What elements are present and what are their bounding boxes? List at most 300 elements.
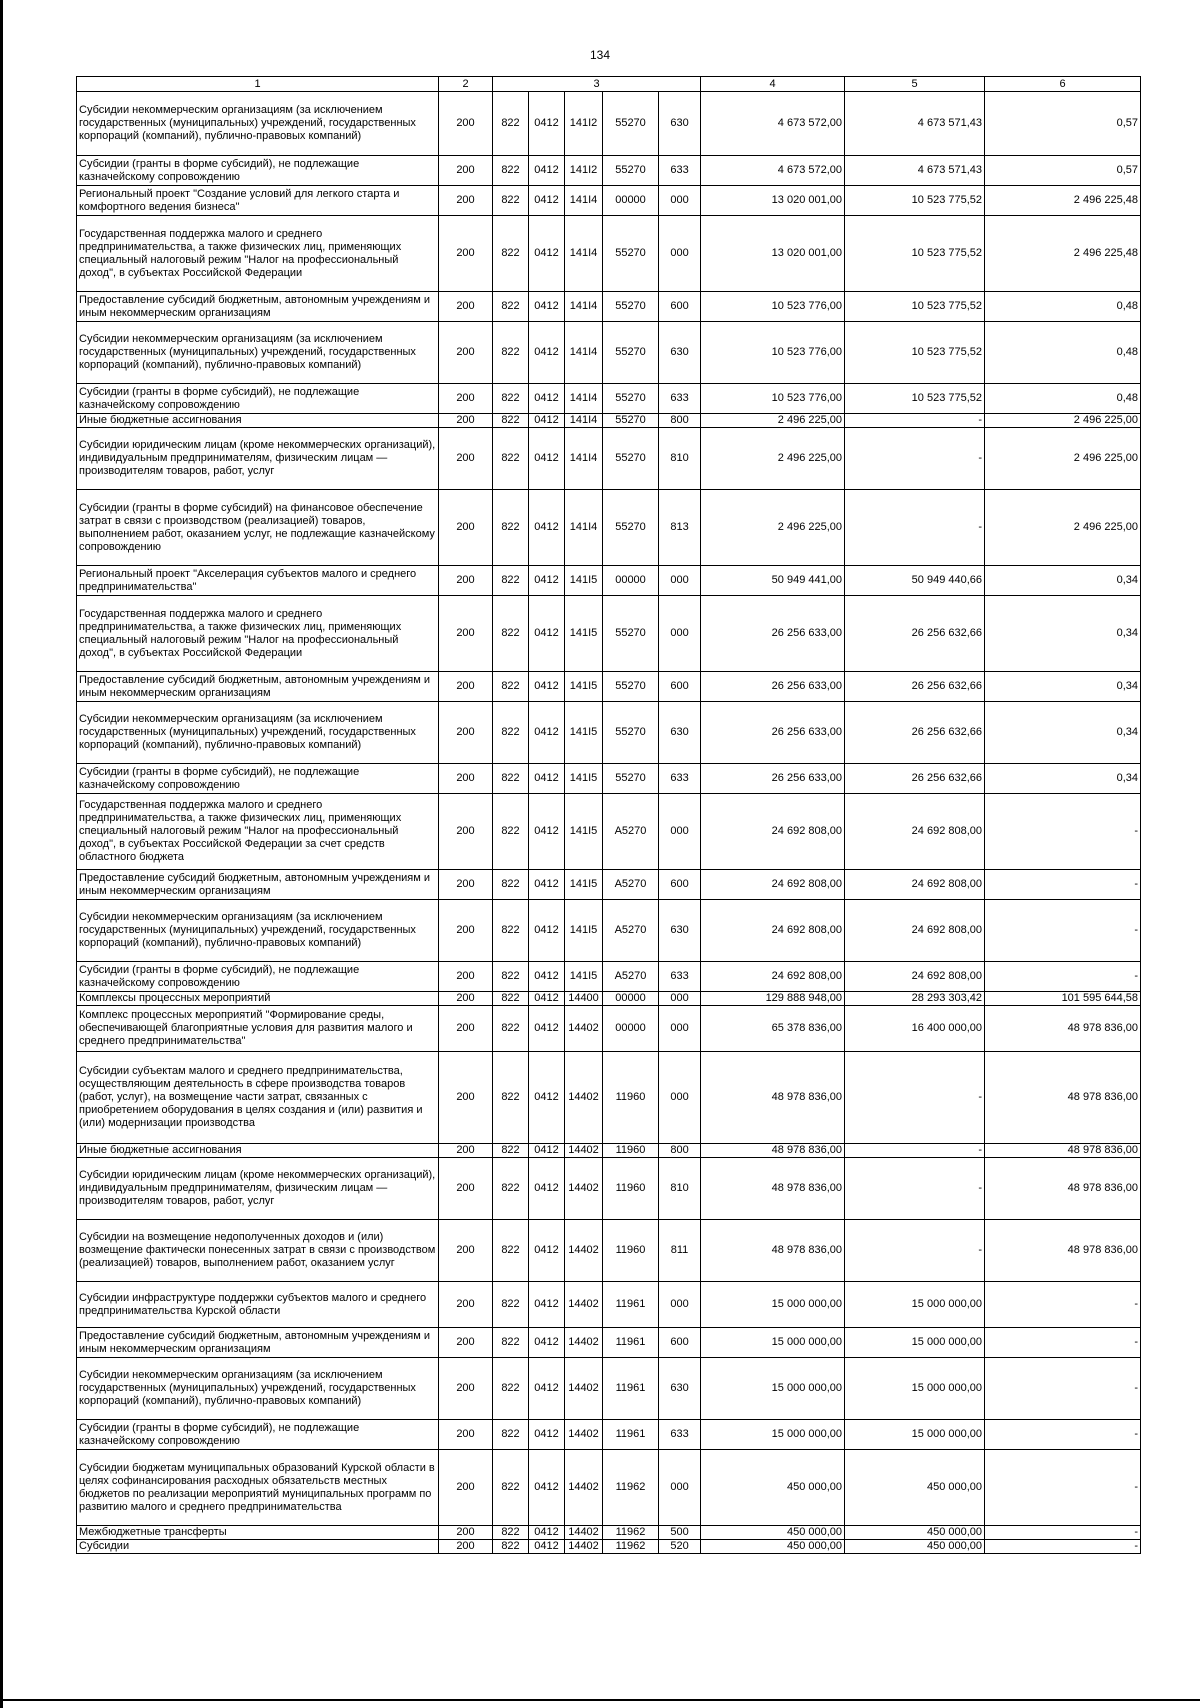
table-row	[77, 292, 1141, 322]
remaining-amount: 48 978 836,00	[985, 1144, 1141, 1158]
remaining-amount: -	[985, 1328, 1141, 1358]
section-code: 200	[439, 1052, 493, 1144]
expense-type-code: 000	[659, 1006, 701, 1052]
table-row	[77, 1052, 1141, 1144]
expense-type-code: 630	[659, 1358, 701, 1420]
remaining-amount: 2 496 225,00	[985, 490, 1141, 566]
agency-code: 822	[493, 1220, 529, 1282]
program-code: 141I4	[565, 384, 603, 414]
assigned-amount: 13 020 001,00	[701, 186, 845, 216]
agency-code: 822	[493, 92, 529, 156]
agency-code: 822	[493, 156, 529, 186]
executed-amount: -	[845, 1144, 985, 1158]
assigned-amount: 24 692 808,00	[701, 900, 845, 962]
subsection-code: 0412	[529, 156, 565, 186]
subsection-code: 0412	[529, 428, 565, 490]
section-code: 200	[439, 428, 493, 490]
program-code: 141I5	[565, 672, 603, 702]
section-code: 200	[439, 672, 493, 702]
section-code: 200	[439, 870, 493, 900]
program-code: 141I4	[565, 428, 603, 490]
expense-type-code: 000	[659, 1282, 701, 1328]
item-code: 11961	[603, 1282, 659, 1328]
executed-amount: -	[845, 428, 985, 490]
subsection-code: 0412	[529, 870, 565, 900]
item-code: 55270	[603, 490, 659, 566]
expense-type-code: 630	[659, 322, 701, 384]
section-code: 200	[439, 490, 493, 566]
subsection-code: 0412	[529, 292, 565, 322]
subsection-code: 0412	[529, 1282, 565, 1328]
executed-amount: 4 673 571,43	[845, 156, 985, 186]
row-name: Субсидии (гранты в форме субсидий) на финансовое обеспечение затрат в связи с производством (реализацией) товаров, выполнением работ, оказанием услуг, не подлежащие казначейскому сопровождению	[77, 490, 439, 566]
assigned-amount: 24 692 808,00	[701, 870, 845, 900]
agency-code: 822	[493, 1052, 529, 1144]
row-name: Иные бюджетные ассигнования	[77, 414, 439, 428]
section-code: 200	[439, 414, 493, 428]
expense-type-code: 000	[659, 216, 701, 292]
section-code: 200	[439, 794, 493, 870]
row-name: Межбюджетные трансферты	[77, 1526, 439, 1540]
program-code: 141I5	[565, 566, 603, 596]
agency-code: 822	[493, 870, 529, 900]
item-code: 11961	[603, 1420, 659, 1450]
executed-amount: 450 000,00	[845, 1450, 985, 1526]
agency-code: 822	[493, 1450, 529, 1526]
executed-amount: 15 000 000,00	[845, 1328, 985, 1358]
program-code: 14402	[565, 1144, 603, 1158]
subsection-code: 0412	[529, 1052, 565, 1144]
assigned-amount: 15 000 000,00	[701, 1358, 845, 1420]
subsection-code: 0412	[529, 1158, 565, 1220]
executed-amount: 10 523 775,52	[845, 216, 985, 292]
expense-type-code: 633	[659, 384, 701, 414]
remaining-amount: 0,34	[985, 702, 1141, 764]
header-col-3: 3	[493, 77, 701, 92]
item-code: 11960	[603, 1052, 659, 1144]
assigned-amount: 26 256 633,00	[701, 702, 845, 764]
subsection-code: 0412	[529, 186, 565, 216]
subsection-code: 0412	[529, 1450, 565, 1526]
item-code: 00000	[603, 992, 659, 1006]
program-code: 141I4	[565, 322, 603, 384]
program-code: 141I4	[565, 490, 603, 566]
subsection-code: 0412	[529, 794, 565, 870]
table-row	[77, 900, 1141, 962]
expense-type-code: 800	[659, 414, 701, 428]
remaining-amount: 0,48	[985, 384, 1141, 414]
row-name: Субсидии юридическим лицам (кроме некоммерческих организаций), индивидуальным предпринимателям, физическим лицам — производителям товаров, работ, услуг	[77, 1158, 439, 1220]
table-row	[77, 1006, 1141, 1052]
subsection-code: 0412	[529, 672, 565, 702]
row-name: Предоставление субсидий бюджетным, автономным учреждениям и иным некоммерческим организациям	[77, 292, 439, 322]
remaining-amount: 0,34	[985, 566, 1141, 596]
assigned-amount: 10 523 776,00	[701, 384, 845, 414]
executed-amount: 24 692 808,00	[845, 900, 985, 962]
program-code: 141I5	[565, 870, 603, 900]
program-code: 141I5	[565, 596, 603, 672]
assigned-amount: 450 000,00	[701, 1526, 845, 1540]
executed-amount: 50 949 440,66	[845, 566, 985, 596]
subsection-code: 0412	[529, 1420, 565, 1450]
section-code: 200	[439, 1144, 493, 1158]
assigned-amount: 10 523 776,00	[701, 322, 845, 384]
agency-code: 822	[493, 1006, 529, 1052]
item-code: 11962	[603, 1540, 659, 1554]
expense-type-code: 600	[659, 292, 701, 322]
assigned-amount: 450 000,00	[701, 1540, 845, 1554]
item-code: 55270	[603, 596, 659, 672]
expense-type-code: 633	[659, 962, 701, 992]
header-col-6: 6	[985, 77, 1141, 92]
row-name: Субсидии некоммерческим организациям (за исключением государственных (муниципальных) учреждений, государственных корпораций (компаний), публично-правовых компаний)	[77, 702, 439, 764]
section-code: 200	[439, 92, 493, 156]
assigned-amount: 450 000,00	[701, 1450, 845, 1526]
table-row	[77, 672, 1141, 702]
expense-type-code: 630	[659, 900, 701, 962]
item-code: A5270	[603, 900, 659, 962]
program-code: 141I4	[565, 216, 603, 292]
expense-type-code: 000	[659, 186, 701, 216]
agency-code: 822	[493, 566, 529, 596]
assigned-amount: 48 978 836,00	[701, 1220, 845, 1282]
remaining-amount: 0,34	[985, 596, 1141, 672]
section-code: 200	[439, 1282, 493, 1328]
row-name: Субсидии бюджетам муниципальных образований Курской области в целях софинансирования расходных обязательств местных бюджетов по реализации мероприятий муниципальных программ по развитию малого и среднего предпринимательства	[77, 1450, 439, 1526]
section-code: 200	[439, 1358, 493, 1420]
section-code: 200	[439, 1158, 493, 1220]
row-name: Государственная поддержка малого и среднего предпринимательства, а также физических лиц, применяющих специальный налоговый режим "Налог на профессиональный доход", в субъектах Российской Федерации за счет средств областного бюджета	[77, 794, 439, 870]
item-code: 55270	[603, 92, 659, 156]
subsection-code: 0412	[529, 566, 565, 596]
table-row	[77, 92, 1141, 156]
subsection-code: 0412	[529, 322, 565, 384]
item-code: 55270	[603, 216, 659, 292]
agency-code: 822	[493, 1144, 529, 1158]
agency-code: 822	[493, 962, 529, 992]
executed-amount: 10 523 775,52	[845, 384, 985, 414]
row-name: Предоставление субсидий бюджетным, автономным учреждениям и иным некоммерческим организациям	[77, 870, 439, 900]
row-name: Субсидии (гранты в форме субсидий), не подлежащие казначейскому сопровождению	[77, 1420, 439, 1450]
agency-code: 822	[493, 1526, 529, 1540]
table-row	[77, 1282, 1141, 1328]
remaining-amount: 48 978 836,00	[985, 1052, 1141, 1144]
remaining-amount: -	[985, 962, 1141, 992]
assigned-amount: 2 496 225,00	[701, 428, 845, 490]
executed-amount: 28 293 303,42	[845, 992, 985, 1006]
subsection-code: 0412	[529, 1006, 565, 1052]
remaining-amount: -	[985, 1450, 1141, 1526]
executed-amount: 450 000,00	[845, 1526, 985, 1540]
remaining-amount: -	[985, 1358, 1141, 1420]
assigned-amount: 15 000 000,00	[701, 1420, 845, 1450]
expense-type-code: 600	[659, 1328, 701, 1358]
table-row	[77, 794, 1141, 870]
agency-code: 822	[493, 186, 529, 216]
remaining-amount: 48 978 836,00	[985, 1006, 1141, 1052]
remaining-amount: -	[985, 870, 1141, 900]
item-code: 55270	[603, 764, 659, 794]
item-code: 11960	[603, 1144, 659, 1158]
table-row	[77, 216, 1141, 292]
table-row	[77, 1358, 1141, 1420]
expense-type-code: 000	[659, 992, 701, 1006]
row-name: Субсидии некоммерческим организациям (за исключением государственных (муниципальных) учреждений, государственных корпораций (компаний), публично-правовых компаний)	[77, 92, 439, 156]
program-code: 141I5	[565, 794, 603, 870]
program-code: 14400	[565, 992, 603, 1006]
agency-code: 822	[493, 764, 529, 794]
expense-type-code: 633	[659, 1420, 701, 1450]
assigned-amount: 13 020 001,00	[701, 216, 845, 292]
item-code: 55270	[603, 702, 659, 764]
remaining-amount: 0,34	[985, 764, 1141, 794]
item-code: 11961	[603, 1328, 659, 1358]
table-row	[77, 1328, 1141, 1358]
remaining-amount: -	[985, 1420, 1141, 1450]
subsection-code: 0412	[529, 702, 565, 764]
section-code: 200	[439, 322, 493, 384]
program-code: 14402	[565, 1006, 603, 1052]
subsection-code: 0412	[529, 900, 565, 962]
section-code: 200	[439, 566, 493, 596]
scan-edge-bottom	[0, 1699, 1200, 1701]
section-code: 200	[439, 900, 493, 962]
section-code: 200	[439, 992, 493, 1006]
agency-code: 822	[493, 292, 529, 322]
program-code: 14402	[565, 1358, 603, 1420]
program-code: 14402	[565, 1420, 603, 1450]
expense-type-code: 810	[659, 1158, 701, 1220]
assigned-amount: 4 673 572,00	[701, 156, 845, 186]
assigned-amount: 24 692 808,00	[701, 962, 845, 992]
executed-amount: 15 000 000,00	[845, 1358, 985, 1420]
agency-code: 822	[493, 1328, 529, 1358]
header-col-4: 4	[701, 77, 845, 92]
remaining-amount: 2 496 225,00	[985, 414, 1141, 428]
expense-type-code: 000	[659, 566, 701, 596]
subsection-code: 0412	[529, 1328, 565, 1358]
executed-amount: 26 256 632,66	[845, 672, 985, 702]
assigned-amount: 2 496 225,00	[701, 414, 845, 428]
item-code: 55270	[603, 322, 659, 384]
agency-code: 822	[493, 900, 529, 962]
remaining-amount: 0,48	[985, 322, 1141, 384]
subsection-code: 0412	[529, 1220, 565, 1282]
agency-code: 822	[493, 216, 529, 292]
agency-code: 822	[493, 1540, 529, 1554]
item-code: 55270	[603, 384, 659, 414]
agency-code: 822	[493, 1282, 529, 1328]
expense-type-code: 810	[659, 428, 701, 490]
program-code: 14402	[565, 1540, 603, 1554]
item-code: 00000	[603, 1006, 659, 1052]
table-row	[77, 870, 1141, 900]
subsection-code: 0412	[529, 962, 565, 992]
expense-type-code: 500	[659, 1526, 701, 1540]
executed-amount: 450 000,00	[845, 1540, 985, 1554]
subsection-code: 0412	[529, 490, 565, 566]
page-number: 134	[589, 48, 611, 62]
executed-amount: 10 523 775,52	[845, 292, 985, 322]
program-code: 14402	[565, 1450, 603, 1526]
subsection-code: 0412	[529, 414, 565, 428]
assigned-amount: 48 978 836,00	[701, 1158, 845, 1220]
table-row	[77, 566, 1141, 596]
executed-amount: -	[845, 490, 985, 566]
expense-type-code: 630	[659, 702, 701, 764]
section-code: 200	[439, 292, 493, 322]
subsection-code: 0412	[529, 1144, 565, 1158]
expense-type-code: 633	[659, 764, 701, 794]
table-row	[77, 186, 1141, 216]
subsection-code: 0412	[529, 992, 565, 1006]
section-code: 200	[439, 702, 493, 764]
executed-amount: 15 000 000,00	[845, 1282, 985, 1328]
agency-code: 822	[493, 992, 529, 1006]
header-row	[77, 77, 1141, 92]
agency-code: 822	[493, 322, 529, 384]
expense-type-code: 633	[659, 156, 701, 186]
row-name: Субсидии (гранты в форме субсидий), не подлежащие казначейскому сопровождению	[77, 764, 439, 794]
section-code: 200	[439, 384, 493, 414]
assigned-amount: 2 496 225,00	[701, 490, 845, 566]
program-code: 14402	[565, 1526, 603, 1540]
assigned-amount: 26 256 633,00	[701, 672, 845, 702]
executed-amount: 26 256 632,66	[845, 596, 985, 672]
remaining-amount: 0,34	[985, 672, 1141, 702]
subsection-code: 0412	[529, 384, 565, 414]
item-code: A5270	[603, 962, 659, 992]
subsection-code: 0412	[529, 216, 565, 292]
assigned-amount: 65 378 836,00	[701, 1006, 845, 1052]
section-code: 200	[439, 156, 493, 186]
remaining-amount: 2 496 225,00	[985, 428, 1141, 490]
program-code: 141I5	[565, 764, 603, 794]
executed-amount: -	[845, 414, 985, 428]
table-row	[77, 962, 1141, 992]
row-name: Субсидии инфраструктуре поддержки субъектов малого и среднего предпринимательства Курской области	[77, 1282, 439, 1328]
assigned-amount: 10 523 776,00	[701, 292, 845, 322]
subsection-code: 0412	[529, 1526, 565, 1540]
executed-amount: 10 523 775,52	[845, 186, 985, 216]
program-code: 141I5	[565, 702, 603, 764]
table-row	[77, 1450, 1141, 1526]
assigned-amount: 129 888 948,00	[701, 992, 845, 1006]
table-row	[77, 992, 1141, 1006]
row-name: Субсидии (гранты в форме субсидий), не подлежащие казначейскому сопровождению	[77, 156, 439, 186]
agency-code: 822	[493, 1358, 529, 1420]
executed-amount: 16 400 000,00	[845, 1006, 985, 1052]
row-name: Субсидии некоммерческим организациям (за исключением государственных (муниципальных) учреждений, государственных корпораций (компаний), публично-правовых компаний)	[77, 322, 439, 384]
agency-code: 822	[493, 596, 529, 672]
executed-amount: 4 673 571,43	[845, 92, 985, 156]
remaining-amount: 0,57	[985, 156, 1141, 186]
item-code: A5270	[603, 794, 659, 870]
row-name: Субсидии (гранты в форме субсидий), не подлежащие казначейскому сопровождению	[77, 962, 439, 992]
expense-type-code: 000	[659, 1450, 701, 1526]
row-name: Субсидии некоммерческим организациям (за исключением государственных (муниципальных) учреждений, государственных корпораций (компаний), публично-правовых компаний)	[77, 900, 439, 962]
table-row	[77, 322, 1141, 384]
row-name: Предоставление субсидий бюджетным, автономным учреждениям и иным некоммерческим организациям	[77, 672, 439, 702]
expense-type-code: 000	[659, 794, 701, 870]
section-code: 200	[439, 962, 493, 992]
subsection-code: 0412	[529, 92, 565, 156]
row-name: Иные бюджетные ассигнования	[77, 1144, 439, 1158]
executed-amount: 26 256 632,66	[845, 702, 985, 764]
item-code: 55270	[603, 428, 659, 490]
row-name: Субсидии на возмещение недополученных доходов и (или) возмещение фактически понесенных затрат в связи с производством (реализацией) товаров, выполнением работ, оказанием услуг	[77, 1220, 439, 1282]
item-code: 11961	[603, 1358, 659, 1420]
row-name: Региональный проект "Акселерация субъектов малого и среднего предпринимательства"	[77, 566, 439, 596]
assigned-amount: 15 000 000,00	[701, 1328, 845, 1358]
row-name: Предоставление субсидий бюджетным, автономным учреждениям и иным некоммерческим организациям	[77, 1328, 439, 1358]
item-code: 11962	[603, 1450, 659, 1526]
item-code: 55270	[603, 672, 659, 702]
section-code: 200	[439, 1220, 493, 1282]
item-code: A5270	[603, 870, 659, 900]
item-code: 55270	[603, 156, 659, 186]
subsection-code: 0412	[529, 764, 565, 794]
remaining-amount: -	[985, 1282, 1141, 1328]
remaining-amount: 48 978 836,00	[985, 1158, 1141, 1220]
row-name: Субсидии некоммерческим организациям (за исключением государственных (муниципальных) учреждений, государственных корпораций (компаний), публично-правовых компаний)	[77, 1358, 439, 1420]
table-row	[77, 414, 1141, 428]
program-code: 141I5	[565, 900, 603, 962]
item-code: 11960	[603, 1158, 659, 1220]
row-name: Субсидии	[77, 1540, 439, 1554]
remaining-amount: 0,48	[985, 292, 1141, 322]
remaining-amount: -	[985, 900, 1141, 962]
remaining-amount: 2 496 225,48	[985, 216, 1141, 292]
item-code: 11962	[603, 1526, 659, 1540]
table-row	[77, 596, 1141, 672]
program-code: 141I4	[565, 414, 603, 428]
executed-amount: -	[845, 1052, 985, 1144]
scan-edge-left	[0, 0, 3, 1708]
table-row	[77, 1540, 1141, 1554]
assigned-amount: 50 949 441,00	[701, 566, 845, 596]
program-code: 14402	[565, 1282, 603, 1328]
table-row	[77, 428, 1141, 490]
assigned-amount: 48 978 836,00	[701, 1144, 845, 1158]
section-code: 200	[439, 1450, 493, 1526]
table-row	[77, 1158, 1141, 1220]
table-body	[77, 92, 1141, 1554]
remaining-amount: 48 978 836,00	[985, 1220, 1141, 1282]
assigned-amount: 26 256 633,00	[701, 596, 845, 672]
row-name: Субсидии субъектам малого и среднего предпринимательства, осуществляющим деятельность в сфере производства товаров (работ, услуг), на возмещение части затрат, связанных с приобретением оборудования в целях создания и (или) развития и (или) модернизации производства	[77, 1052, 439, 1144]
expense-type-code: 000	[659, 1052, 701, 1144]
row-name: Комплексы процессных мероприятий	[77, 992, 439, 1006]
program-code: 141I5	[565, 962, 603, 992]
expense-type-code: 600	[659, 870, 701, 900]
row-name: Государственная поддержка малого и среднего предпринимательства, а также физических лиц, применяющих специальный налоговый режим "Налог на профессиональный доход", в субъектах Российской Федерации	[77, 216, 439, 292]
program-code: 141I2	[565, 156, 603, 186]
table-row	[77, 156, 1141, 186]
remaining-amount: 0,57	[985, 92, 1141, 156]
budget-table	[76, 76, 1141, 1554]
table-row	[77, 1144, 1141, 1158]
item-code: 00000	[603, 186, 659, 216]
section-code: 200	[439, 1328, 493, 1358]
section-code: 200	[439, 216, 493, 292]
table-row	[77, 1526, 1141, 1540]
executed-amount: -	[845, 1220, 985, 1282]
section-code: 200	[439, 1540, 493, 1554]
table-row	[77, 1220, 1141, 1282]
subsection-code: 0412	[529, 596, 565, 672]
executed-amount: 24 692 808,00	[845, 794, 985, 870]
